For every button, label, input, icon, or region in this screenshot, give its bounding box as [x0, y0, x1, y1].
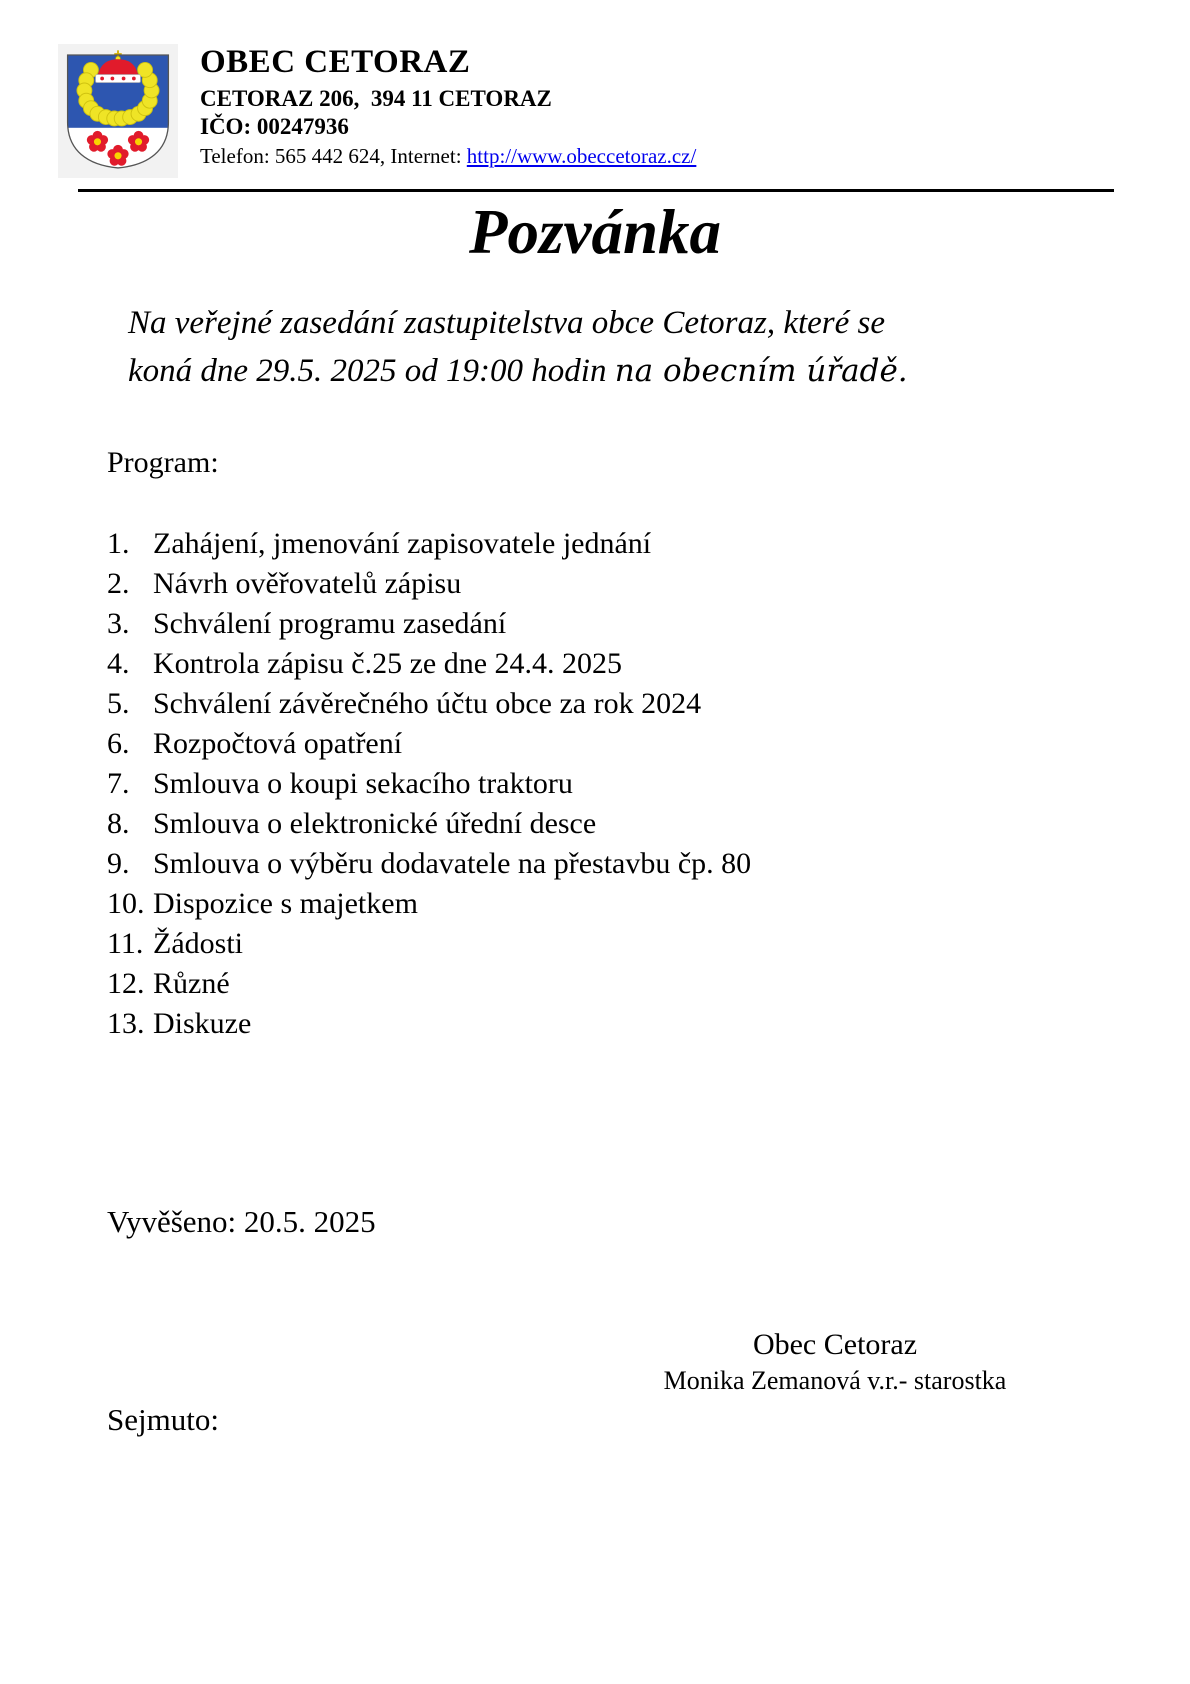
program-item-text: Diskuze — [153, 1007, 252, 1040]
program-item-text: Zahájení, jmenování zapisovatele jednání — [153, 527, 652, 560]
program-item — [107, 644, 751, 684]
municipal-coat-of-arms — [58, 44, 178, 178]
org-address: CETORAZ 206, 394 11 CETORAZ — [200, 85, 552, 111]
phone-label: Telefon: 565 442 624, Internet: — [200, 143, 467, 168]
program-item — [107, 964, 751, 1004]
program-item-text: Kontrola zápisu č.25 ze dne 24.4. 2025 — [153, 647, 623, 680]
program-item-number: 6. — [107, 727, 130, 760]
letterhead — [200, 44, 696, 169]
program-item — [107, 1004, 751, 1044]
org-contact — [200, 144, 696, 169]
invitation-line1: Na veřejné zasedání zastupitelstva obce Cetoraz, které se — [128, 305, 886, 341]
program-item-number: 1. — [107, 527, 130, 560]
program-item-text: Různé — [153, 967, 230, 1000]
program-item-text: Schválení programu zasedání — [153, 607, 507, 640]
program-item-text: Schválení závěrečného účtu obce za rok 2024 — [153, 687, 702, 720]
program-item-text: Žádosti — [153, 927, 243, 960]
program-item — [107, 524, 751, 564]
program-item-number: 9. — [107, 847, 130, 880]
org-name: OBEC CETORAZ — [200, 44, 471, 80]
program-item — [107, 684, 751, 724]
program-item — [107, 844, 751, 884]
program-item-number: 13. — [107, 1007, 145, 1040]
signature-person: Monika Zemanová v.r.- starostka — [663, 1366, 1007, 1395]
invitation-text — [128, 300, 1018, 395]
invitation-line2-emphasis: na obecním úřadě. — [614, 352, 908, 389]
program-list — [107, 524, 751, 1044]
program-item-number: 7. — [107, 767, 130, 800]
page-title: Pozvánka — [469, 197, 721, 267]
program-item-number: 2. — [107, 567, 130, 600]
program-item-text: Dispozice s majetkem — [153, 887, 418, 920]
org-ico: IČO: 00247936 — [200, 113, 349, 139]
program-item — [107, 604, 751, 644]
program-item — [107, 884, 751, 924]
removed-date: Sejmuto: — [107, 1402, 219, 1437]
program-item-text: Smlouva o koupi sekacího traktoru — [153, 767, 573, 800]
posted-date: Vyvěšeno: 20.5. 2025 — [107, 1204, 376, 1239]
program-item-text: Smlouva o elektronické úřední desce — [153, 807, 597, 840]
program-item — [107, 924, 751, 964]
program-item-number: 4. — [107, 647, 130, 680]
cetoraz-coat-of-arms-icon — [62, 48, 174, 174]
program-item-number: 10. — [107, 887, 145, 920]
website-link[interactable]: http://www.obeccetoraz.cz/ — [466, 143, 697, 168]
program-item-number: 5. — [107, 687, 130, 720]
program-item — [107, 804, 751, 844]
program-item — [107, 724, 751, 764]
program-item-text: Rozpočtová opatření — [153, 727, 403, 760]
program-item-number: 3. — [107, 607, 130, 640]
signature-org: Obec Cetoraz — [752, 1328, 918, 1361]
header-divider — [78, 189, 1114, 192]
program-item-text: Návrh ověřovatelů zápisu — [153, 567, 462, 600]
program-item-number: 8. — [107, 807, 130, 840]
program-item-text: Smlouva o výběru dodavatele na přestavbu čp. 80 — [153, 847, 752, 880]
program-label: Program: — [107, 446, 219, 479]
program-item — [107, 764, 751, 804]
program-item-number: 11. — [107, 927, 144, 960]
program-item — [107, 564, 751, 604]
invitation-line2: koná dne 29.5. 2025 od 19:00 hodin — [128, 352, 615, 389]
program-item-number: 12. — [107, 967, 145, 1000]
